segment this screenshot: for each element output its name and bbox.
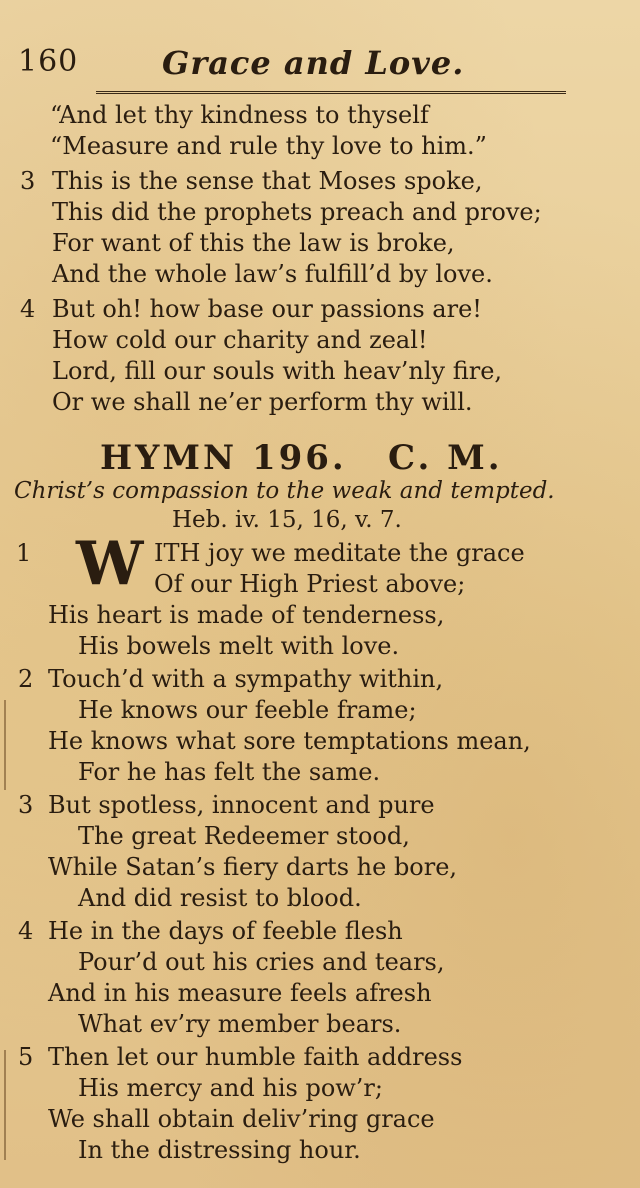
- hymn-title: HYMN 196.: [100, 438, 347, 478]
- stanza-line: His heart is made of tenderness,: [48, 601, 445, 629]
- stanza-line: Touch’d with a sympathy within,: [48, 665, 444, 693]
- stanza-line: The great Redeemer stood,: [78, 822, 410, 850]
- stanza-number: 3: [18, 791, 34, 819]
- stanza-number: 4: [18, 917, 34, 945]
- stanza-line: What ev’ry member bears.: [78, 1010, 402, 1038]
- verse-line: And the whole law’s fulfill’d by love.: [52, 260, 493, 288]
- hymn-meter: C. M.: [388, 438, 503, 478]
- stanza-number: 2: [18, 665, 34, 693]
- continuation-line: “And let thy kindness to thyself: [50, 101, 429, 129]
- stanza-line: And did resist to blood.: [78, 884, 362, 912]
- binding-mark: [4, 700, 6, 790]
- verse-line: But oh! how base our passions are!: [52, 295, 482, 323]
- stanza-line: He knows what sore temptations mean,: [48, 727, 531, 755]
- stanza-line: For he has felt the same.: [78, 758, 381, 786]
- verse-line: This is the sense that Moses spoke,: [52, 167, 483, 195]
- drop-cap: W: [76, 529, 144, 599]
- verse-line: This did the prophets preach and prove;: [52, 198, 542, 226]
- stanza-line: Of our High Priest above;: [154, 570, 466, 598]
- page-number: 160: [18, 44, 79, 79]
- stanza-line: In the distressing hour.: [78, 1136, 361, 1164]
- verse-line: Or we shall ne’er perform thy will.: [52, 388, 473, 416]
- stanza-line: He knows our feeble frame;: [78, 696, 417, 724]
- binding-mark: [4, 1050, 6, 1160]
- continuation-line: “Measure and rule thy love to him.”: [50, 132, 487, 160]
- stanza-line: But spotless, innocent and pure: [48, 791, 435, 819]
- scripture-reference: Heb. iv. 15, 16, v. 7.: [172, 507, 402, 533]
- verse-line: How cold our charity and zeal!: [52, 326, 428, 354]
- stanza-number: 5: [18, 1043, 34, 1071]
- stanza-line: And in his measure feels afresh: [48, 979, 432, 1007]
- page-header: [0, 38, 640, 88]
- stanza-line: His mercy and his pow’r;: [78, 1074, 383, 1102]
- hymn-subtitle: Christ’s compassion to the weak and tempted.: [14, 478, 555, 504]
- stanza-line: He in the days of feeble flesh: [48, 917, 403, 945]
- stanza-number: 1: [16, 539, 32, 567]
- running-head: Grace and Love.: [162, 44, 465, 82]
- verse-number: 3: [20, 167, 36, 195]
- stanza-line: Pour’d out his cries and tears,: [78, 948, 445, 976]
- stanza-line: His bowels melt with love.: [78, 632, 400, 660]
- verse-line: Lord, fill our souls with heav’nly fire,: [52, 357, 503, 385]
- stanza-line: ITH joy we meditate the grace: [154, 539, 525, 567]
- header-rule: [96, 91, 566, 94]
- verse-line: For want of this the law is broke,: [52, 229, 455, 257]
- stanza-line: While Satan’s fiery darts he bore,: [48, 853, 458, 881]
- stanza-line: We shall obtain deliv’ring grace: [48, 1105, 435, 1133]
- stanza-line: Then let our humble faith address: [48, 1043, 463, 1071]
- verse-number: 4: [20, 295, 36, 323]
